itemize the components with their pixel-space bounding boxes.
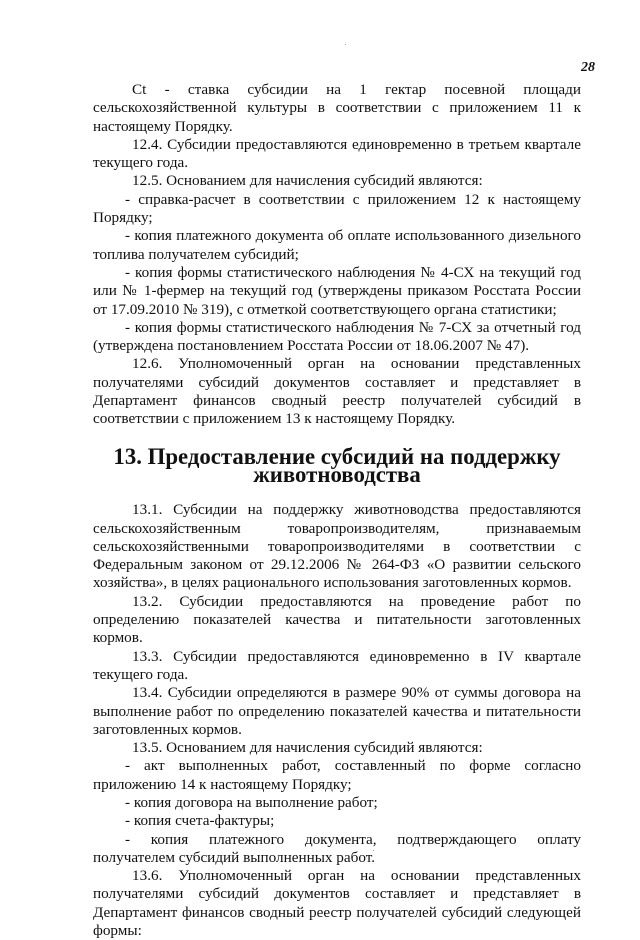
paragraph-12-5: 12.5. Основанием для начисления субсидий являются: <box>132 172 483 190</box>
paragraph-12-4: 12.4. Субсидии предоставляются единовременно в третьем квартале текущего года. <box>93 135 581 172</box>
page-number: 28 <box>581 60 595 75</box>
paragraph-13-4: 13.4. Субсидии определяются в размере 90% от суммы договора на выполнение работ по определению показателей качества и питательности заготовленных кормов. <box>93 684 581 738</box>
paragraph-12-6: 12.6. Уполномоченный орган на основании представленных получателями субсидий документов составляет и представляет в Департамент финансов сводный реестр получателей субсидий в соответствии с приложением 13 к настоящему Порядку. <box>93 355 581 428</box>
list-item: - копия договора на выполнение работ; <box>125 793 378 811</box>
document-body <box>93 81 581 940</box>
paragraph-13-1: 13.1. Субсидии на поддержку животноводства предоставляются сельскохозяйственным товаропроизводителям, признаваемым сельскохозяйственными товаропроизводителями в соответствии с Федеральным законом от 29.12.2006 № 264-ФЗ «О развитии сельского хозяйства», в целях рационального использования заготовленных кормов. <box>93 501 581 592</box>
scan-speck <box>345 44 346 45</box>
list-item: - копия счета-фактуры; <box>125 812 275 830</box>
list-item: - справка-расчет в соответствии с приложением 12 к настоящему Порядку; <box>93 190 581 227</box>
list-item: - копия платежного документа, подтверждающего оплату получателем субсидий выполненных работ. <box>93 830 581 866</box>
paragraph-13-3: 13.3. Субсидии предоставляются единовременно в IV квартале текущего года. <box>93 647 581 683</box>
list-item: - копия формы статистического наблюдения № 7-СХ за отчетный год (утверждена постановлением Росстата России от 18.06.2007 № 47). <box>93 318 581 355</box>
section-13-heading: 13. Предоставление субсидий на поддержку животноводства <box>113 443 561 487</box>
paragraph-13-5: 13.5. Основанием для начисления субсидий являются: <box>132 739 483 757</box>
paragraph-13-6: 13.6. Уполномоченный орган на основании представленных получателями субсидий документов составляет и представляет в Департамент финансов сводный реестр получателей субсидий следующей формы: <box>93 867 581 940</box>
list-item: - копия формы статистического наблюдения № 4-СХ на текущий год или № 1-фермер на текущий год (утверждены приказом Росстата России от 17.09.2010 № 319), с отметкой соответствующего органа статистики; <box>93 263 581 318</box>
paragraph-ct-definition: Ct - ставка субсидии на 1 гектар посевной площади сельскохозяйственной культуры в соответствии с приложением 11 к настоящему Порядку. <box>93 81 581 135</box>
list-item: - копия платежного документа об оплате использованного дизельного топлива получателем субсидий; <box>93 227 581 263</box>
paragraph-13-2: 13.2. Субсидии предоставляются на проведение работ по определению показателей качества и питательности заготовленных кормов. <box>93 592 581 647</box>
list-item: - акт выполненных работ, составленный по форме согласно приложению 14 к настоящему Порядку; <box>93 757 581 793</box>
